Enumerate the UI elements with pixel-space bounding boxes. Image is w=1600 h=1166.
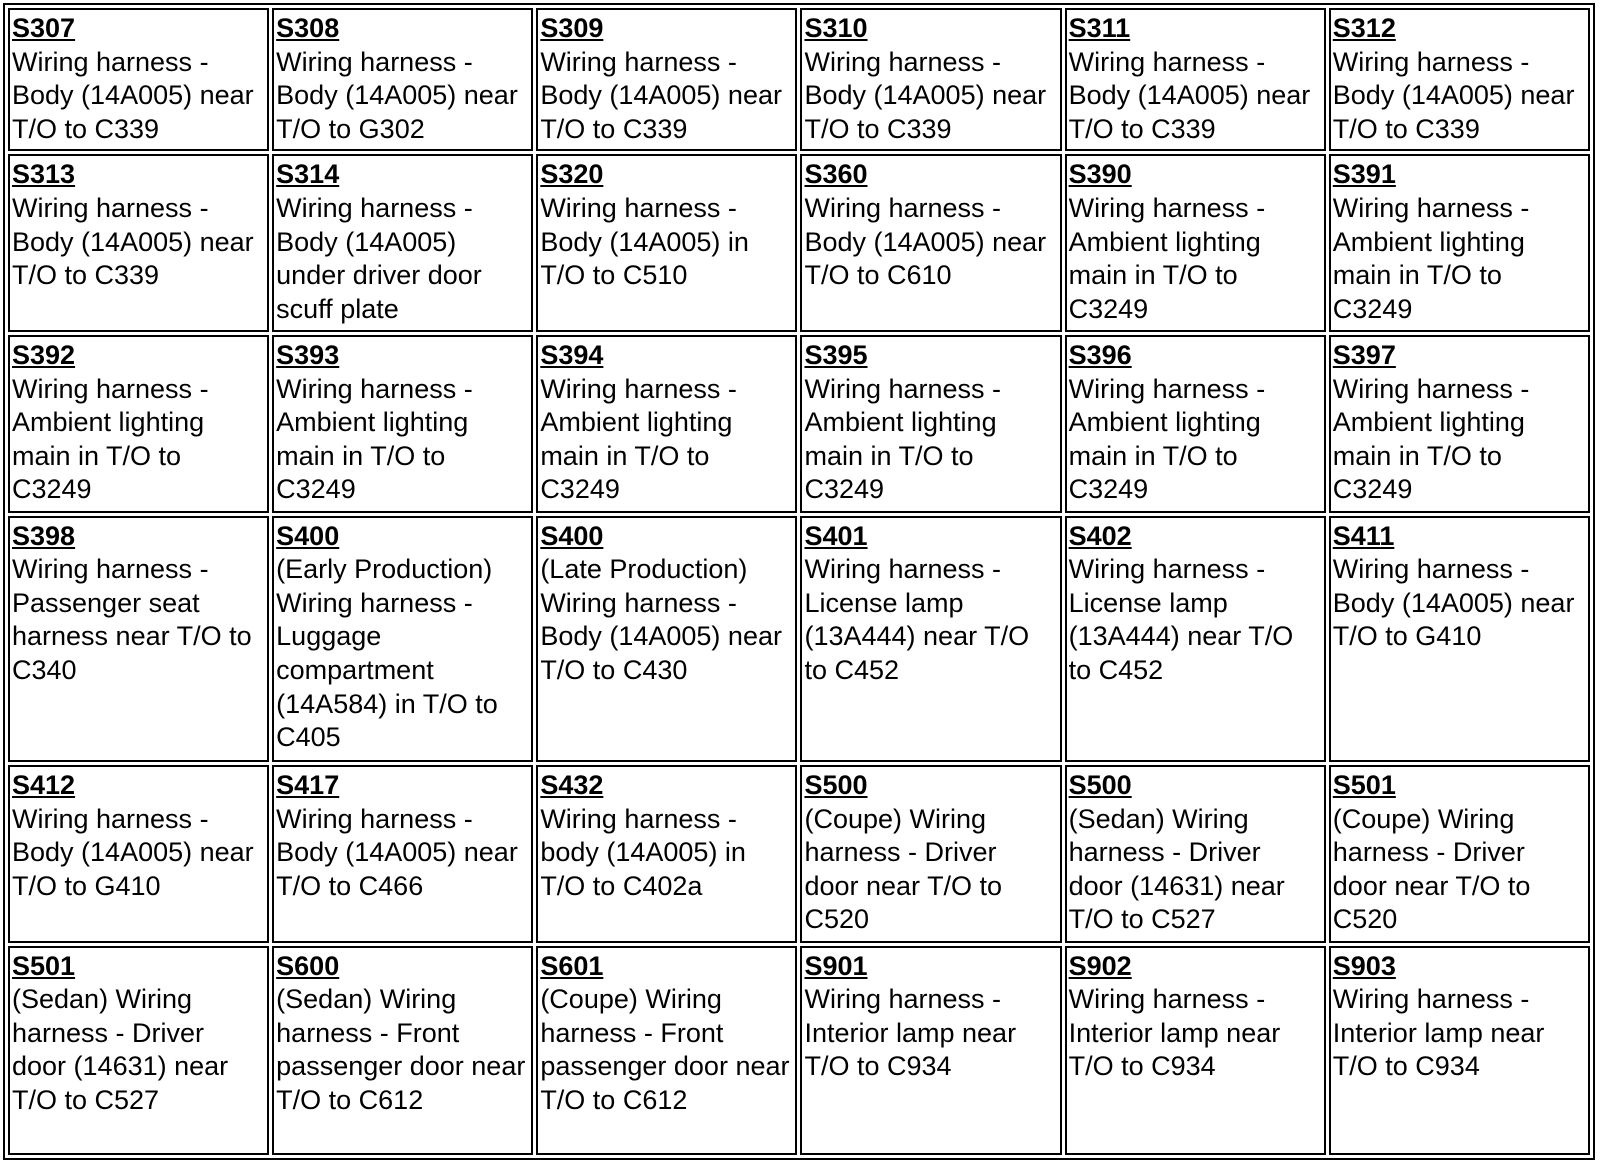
splice-cell <box>1065 8 1326 151</box>
splice-description: Wiring harness - Body (14A005) in T/O to C510 <box>540 192 749 291</box>
splice-id: S360 <box>804 159 868 190</box>
splice-description: Wiring harness - Passenger seat harness near T/O to C340 <box>12 554 252 686</box>
splice-description: (Sedan) Wiring harness - Driver door (14631) near T/O to C527 <box>1068 803 1285 935</box>
splice-cell <box>1065 154 1326 332</box>
splice-location-table <box>3 3 1595 1160</box>
splice-description: Wiring harness - Ambient lighting main in T/O to C3249 <box>1068 373 1266 505</box>
table-row <box>8 516 1590 762</box>
splice-cell <box>1329 946 1590 1155</box>
splice-cell <box>272 516 533 762</box>
splice-id: S310 <box>804 13 868 43</box>
table-row <box>8 946 1590 1155</box>
splice-id: S312 <box>1332 13 1396 43</box>
splice-id: S392 <box>12 340 76 370</box>
splice-cell <box>1065 946 1326 1155</box>
splice-id: S398 <box>12 520 76 551</box>
splice-cell <box>800 946 1061 1155</box>
splice-description: Wiring harness - Body (14A005) near T/O to C339 <box>540 46 782 144</box>
splice-description: Wiring harness - body (14A005) in T/O to C402a <box>540 803 746 901</box>
splice-description: (Sedan) Wiring harness - Driver door (14631) near T/O to C527 <box>12 984 229 1115</box>
splice-id: S308 <box>276 13 340 43</box>
splice-id: S500 <box>804 769 868 800</box>
splice-description: Wiring harness - Ambient lighting main in T/O to C3249 <box>12 373 209 505</box>
splice-description: (Early Production) Wiring harness - Luggage compartment (14A584) in T/O to C405 <box>276 554 498 753</box>
splice-description: Wiring harness - Body (14A005) near T/O to G410 <box>12 803 254 901</box>
splice-cell <box>1329 516 1590 762</box>
splice-description: Wiring harness - License lamp (13A444) near T/O to C452 <box>1068 554 1294 686</box>
splice-description: Wiring harness - Body (14A005) near T/O to C339 <box>1068 46 1311 144</box>
splice-description: Wiring harness - Body (14A005) near T/O to C339 <box>12 192 254 291</box>
splice-cell <box>800 516 1061 762</box>
splice-cell <box>8 946 269 1155</box>
splice-cell <box>1329 8 1590 151</box>
splice-description: Wiring harness - Body (14A005) near T/O to C339 <box>1332 46 1575 144</box>
splice-id: S320 <box>540 159 604 190</box>
splice-cell <box>536 516 797 762</box>
splice-description: (Coupe) Wiring harness - Front passenger door near T/O to C612 <box>540 984 790 1115</box>
splice-description: Wiring harness - Ambient lighting main in T/O to C3249 <box>1068 192 1266 324</box>
splice-description: Wiring harness - Ambient lighting main in T/O to C3249 <box>804 373 1002 505</box>
splice-cell <box>272 335 533 513</box>
splice-cell <box>1065 335 1326 513</box>
splice-cell <box>8 8 269 151</box>
splice-description: Wiring harness - Body (14A005) near T/O to C610 <box>804 192 1047 291</box>
splice-cell <box>272 154 533 332</box>
splice-cell <box>1329 335 1590 513</box>
splice-id: S397 <box>1332 340 1396 370</box>
splice-cell <box>536 154 797 332</box>
splice-id: S601 <box>540 950 604 981</box>
splice-description: Wiring harness - Ambient lighting main in T/O to C3249 <box>540 373 737 505</box>
splice-description: Wiring harness - License lamp (13A444) near T/O to C452 <box>804 554 1030 686</box>
splice-id: S501 <box>1332 769 1396 800</box>
splice-description: Wiring harness - Body (14A005) near T/O to C466 <box>276 803 518 901</box>
splice-cell <box>536 946 797 1155</box>
splice-cell <box>272 8 533 151</box>
splice-description: Wiring harness - Ambient lighting main in T/O to C3249 <box>1332 373 1530 505</box>
splice-id: S417 <box>276 769 340 800</box>
splice-id: S501 <box>12 950 76 981</box>
splice-description: Wiring harness - Interior lamp near T/O to C934 <box>804 984 1017 1082</box>
splice-cell <box>536 765 797 943</box>
splice-description: Wiring harness - Body (14A005) near T/O to G302 <box>276 46 518 144</box>
splice-cell <box>8 154 269 332</box>
splice-cell <box>800 335 1061 513</box>
splice-description: Wiring harness - Body (14A005) near T/O to G410 <box>1332 554 1575 652</box>
splice-id: S307 <box>12 13 76 43</box>
splice-cell <box>800 154 1061 332</box>
splice-cell <box>8 335 269 513</box>
splice-cell <box>800 8 1061 151</box>
splice-id: S393 <box>276 340 340 370</box>
splice-id: S432 <box>540 769 604 800</box>
table-row <box>8 154 1590 332</box>
splice-id: S314 <box>276 159 340 190</box>
table-row <box>8 335 1590 513</box>
splice-id: S313 <box>12 159 76 190</box>
splice-id: S902 <box>1068 950 1132 981</box>
splice-id: S396 <box>1068 340 1132 370</box>
table-row <box>8 8 1590 151</box>
splice-id: S395 <box>804 340 868 370</box>
splice-description: Wiring harness - Interior lamp near T/O to C934 <box>1068 984 1281 1082</box>
splice-id: S390 <box>1068 159 1132 190</box>
splice-description: Wiring harness - Ambient lighting main in T/O to C3249 <box>276 373 473 505</box>
splice-description: (Late Production) Wiring harness - Body (14A005) near T/O to C430 <box>540 554 782 686</box>
splice-cell <box>8 516 269 762</box>
splice-description: Wiring harness - Body (14A005) near T/O to C339 <box>804 46 1047 144</box>
splice-cell <box>1329 154 1590 332</box>
splice-description: (Sedan) Wiring harness - Front passenger door near T/O to C612 <box>276 984 526 1115</box>
splice-id: S394 <box>540 340 604 370</box>
splice-id: S411 <box>1332 520 1395 551</box>
splice-cell <box>1065 516 1326 762</box>
splice-description: Wiring harness - Body (14A005) under driver door scuff plate <box>276 192 482 324</box>
splice-cell <box>800 765 1061 943</box>
splice-id: S400 <box>276 520 340 551</box>
splice-id: S412 <box>12 769 76 800</box>
splice-description: (Coupe) Wiring harness - Driver door near T/O to C520 <box>804 803 1003 935</box>
splice-cell <box>1065 765 1326 943</box>
splice-cell <box>272 946 533 1155</box>
splice-cell <box>536 335 797 513</box>
splice-id: S309 <box>540 13 604 43</box>
splice-description: Wiring harness - Ambient lighting main in T/O to C3249 <box>1332 192 1530 324</box>
splice-id: S391 <box>1332 159 1396 190</box>
splice-id: S400 <box>540 520 604 551</box>
splice-cell <box>272 765 533 943</box>
splice-id: S401 <box>804 520 868 551</box>
splice-id: S903 <box>1332 950 1396 981</box>
splice-description: (Coupe) Wiring harness - Driver door near T/O to C520 <box>1332 803 1531 935</box>
splice-id: S500 <box>1068 769 1132 800</box>
splice-cell <box>1329 765 1590 943</box>
splice-id: S402 <box>1068 520 1132 551</box>
splice-id: S311 <box>1068 13 1131 43</box>
splice-description: Wiring harness - Interior lamp near T/O to C934 <box>1332 984 1545 1082</box>
splice-id: S901 <box>804 950 868 981</box>
table-row <box>8 765 1590 943</box>
splice-cell <box>8 765 269 943</box>
splice-description: Wiring harness - Body (14A005) near T/O to C339 <box>12 46 254 144</box>
splice-id: S600 <box>276 950 340 981</box>
splice-cell <box>536 8 797 151</box>
